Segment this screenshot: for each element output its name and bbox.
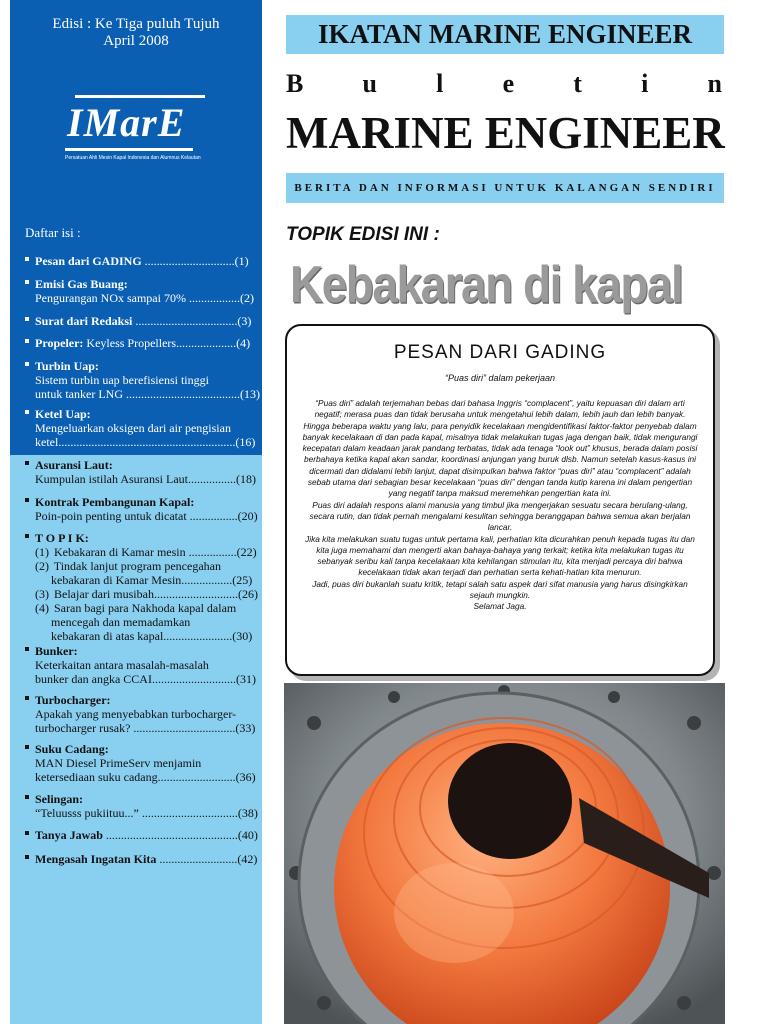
toc-page: ..............................(1) [144,254,249,268]
editorial-signoff: Selamat Jaga. [473,601,527,612]
editorial-paragraph: Puas diri adalah respons alami manusia yang timbul jika mengerjakan sesuatu secara berulang-ulang, secara rutin, dan tidak pernah mengalami kesulitan sehingga beranggapan bahwa semua akan berjalan lancar. [309,499,691,533]
toc-heading: Tanya Jawab [35,828,103,842]
toc-page: Keyless Propellers....................(4) [86,336,251,350]
logo-top-stripe [75,95,205,98]
toc-topik-line: (2) Tindak lanjut program pencegahan [35,559,221,573]
buletin-heading [286,70,722,98]
bullet-icon [25,498,29,502]
toc-topik-line: (1) Kebakaran di Kamar mesin ................(22) [35,545,257,559]
toc-heading: Turbin Uap: [35,359,99,373]
topic-label: TOPIK EDISI INI : [286,224,440,245]
imare-logo [65,95,210,173]
buletin-letter: e [502,69,515,98]
toc-topik-line: kebakaran di atas kapal.......................(30) [51,629,253,643]
logo-tagline: Persatuan Ahli Mesin Kapal Indonesia dan Alumnus Kelautan [65,155,201,161]
toc-item-bunker[interactable] [25,644,257,686]
topic-title: Kebakaran di kapal [290,255,683,314]
buletin-letter: u [362,69,377,98]
toc-subline: ketersediaan suku cadang..........................(36) [35,770,256,784]
buletin-letter: t [573,69,582,98]
toc-item-turbocharger[interactable] [25,693,257,735]
buletin-letter: l [436,69,444,98]
edition-info [10,16,262,50]
toc-heading: Selingan: [35,792,84,806]
toc-subline: Kumpulan istilah Asuransi Laut................(18) [35,472,256,486]
bullet-icon [25,362,29,366]
buletin-letter: i [641,69,649,98]
toc-heading: Ketel Uap: [35,407,91,421]
toc-topik-line: mencegah dan memadamkan [51,615,191,629]
toc-subline: Apakah yang menyebabkan turbocharger- [35,707,237,721]
toc-heading: Turbocharger: [35,693,111,707]
cover-photo-pipe [284,683,725,1024]
toc-item-topik[interactable] [25,531,257,643]
bullet-icon [25,461,29,465]
bullet-icon [25,745,29,749]
toc-subline: Pengurangan NOx sampai 70% .................(2) [35,291,254,305]
association-banner: IKATAN MARINE ENGINEER [286,15,724,54]
toc-heading: Pesan dari GADING [35,254,142,268]
bullet-icon [25,831,29,835]
toc-heading: Surat dari Redaksi [35,314,133,328]
toc-subline: Keterkaitan antara masalah-masalah [35,658,209,672]
editorial-box [285,324,715,676]
bullet-icon [25,410,29,414]
toc-subline: ketel...........................................................(16) [35,435,256,449]
bullet-icon [25,339,29,343]
bullet-icon [25,855,29,859]
bullet-icon [25,317,29,321]
toc-item-suku-cadang[interactable] [25,742,257,784]
toc-page: ..................................(3) [135,314,252,328]
toc-topik-line: (4) Saran bagi para Nakhoda kapal dalam [35,601,237,615]
toc-heading: Bunker: [35,644,78,658]
bullet-icon [25,534,29,538]
toc-item-asuransi[interactable] [25,458,257,486]
edition-date: April 2008 [103,33,169,49]
buletin-letter: n [707,69,722,98]
editorial-paragraph: Jadi, puas diri bukanlah suatu kritik, tetapi salah satu aspek dari sifat manusia yang harus disingkirkan sejauh mungkin. [312,578,688,601]
toc-item-tanya-jawab[interactable] [25,828,257,842]
bullet-icon [25,280,29,284]
edition-number: Edisi : Ke Tiga puluh Tujuh [52,16,220,32]
toc-heading: Propeler: [35,336,84,350]
toc-heading: Suku Cadang: [35,742,109,756]
sidebar [10,0,262,1024]
bullet-icon [25,795,29,799]
toc-item-emisi[interactable] [25,277,257,305]
toc-subline: bunker dan angka CCAI............................(31) [35,672,256,686]
toc-heading: Emisi Gas Buang: [35,277,128,291]
toc-subline: Poin-poin penting untuk dicatat ................(20) [35,509,258,523]
toc-subline: untuk tanker LNG ......................................(13) [35,387,260,401]
toc-subline: Mengeluarkan oksigen dari air pengisian [35,421,231,435]
toc-page: ..........................(42) [159,852,258,866]
editorial-paragraph: Jika kita melakukan suatu tugas untuk pertama kali, perhatian kita dicurahkan penuh kepada tugas itu dan kita juga memahami dan mengerti akan bahaya-bahaya yang terkait; ketika kita melakukan tugas itu sebanyak seribu kali tanpa kecelakaan kita kehilangan stimulan itu, kita menjadi percaya diri bahwa kecelakaan tidak akan terjadi dan perhatian serta kehati-hatian kita menurun. [305,533,695,578]
toc-subline: MAN Diesel PrimeServ menjamin [35,756,202,770]
toc-item-ketel[interactable] [25,407,257,449]
editorial-body [301,398,699,601]
toc-heading: Mengasah Ingatan Kita [35,852,157,866]
bullet-icon [25,257,29,261]
toc-item-propeler[interactable] [25,336,257,350]
logo-wordmark: IMarE [67,100,186,145]
toc-item-selingan[interactable] [25,792,257,820]
buletin-letter: B [286,69,304,98]
toc-heading: Kontrak Pembangunan Kapal: [35,495,195,509]
toc-item-kontrak[interactable] [25,495,257,523]
toc-item-mengasah[interactable] [25,852,257,866]
tagline-banner: BERITA DAN INFORMASI UNTUK KALANGAN SENDIRI [286,173,724,203]
toc-topik-line: kebakaran di Kamar Mesin.................(25) [51,573,253,587]
editorial-paragraph: Hingga beberapa waktu yang lalu, para penyidik kecelakaan mengidentifikasi faktor-faktor penyebab dalam banyak kecelakaan di dan pada kapal, misalnya tidak melakukan tugas jaga dengan baik, tidak mengurangi kecepatan dalam keadaan jarak pandang terbatas, tidak ada tenaga “look out” khusus, berada dalam posisi berbahaya ketika kapal akan sandar, koordinasi anjungan yang buruk dlsb. Namun setelah kasus-kasus ini dicermati dan didalami lebih lanjut, dapat disimpulkan bahwa faktor “puas diri” atau “complacent” adalah sebab utama dari sebagian besar kecelakaan “puas diri” dengan tanda kutip karena ini dalam pengertian yang negatif tanpa maksud meremehkan pengertian kata ini. [302,420,698,499]
toc-topik-line: (3) Belajar dari musibah............................(26) [35,587,258,601]
toc-subline: turbocharger rusak? ..................................(33) [35,721,256,735]
toc-heading: Asuransi Laut: [35,458,113,472]
toc-item-pesan[interactable] [25,254,257,268]
editorial-paragraph: “Puas diri” adalah terjemahan bebas dari bahasa Inggris “complacent”, yaitu kepuasan diri dalam arti negatif; merasa puas dan tidak berusaha untuk mengetahui lebih dalam, lebih jauh dan lebih banyak. [314,398,686,420]
toc-subline: Sistem turbin uap berefisiensi tinggi [35,373,209,387]
toc-title: Daftar isi : [25,225,81,240]
editorial-subtitle: “Puas diri” dalam pekerjaan [444,373,556,383]
logo-bottom-stripe [65,148,193,151]
bullet-icon [25,696,29,700]
toc-item-turbin[interactable] [25,359,260,401]
bullet-icon [25,647,29,651]
toc-heading: T O P I K: [35,531,89,545]
pipe-illustration [284,683,725,1024]
toc-page: ............................................(40) [105,828,258,842]
toc-item-surat[interactable] [25,314,257,328]
toc-subline: “Teluusss pukiituu...” ................................(38) [35,806,258,820]
magazine-title: MARINE ENGINEER [286,108,725,158]
editorial-title: PESAN DARI GADING [393,342,607,363]
